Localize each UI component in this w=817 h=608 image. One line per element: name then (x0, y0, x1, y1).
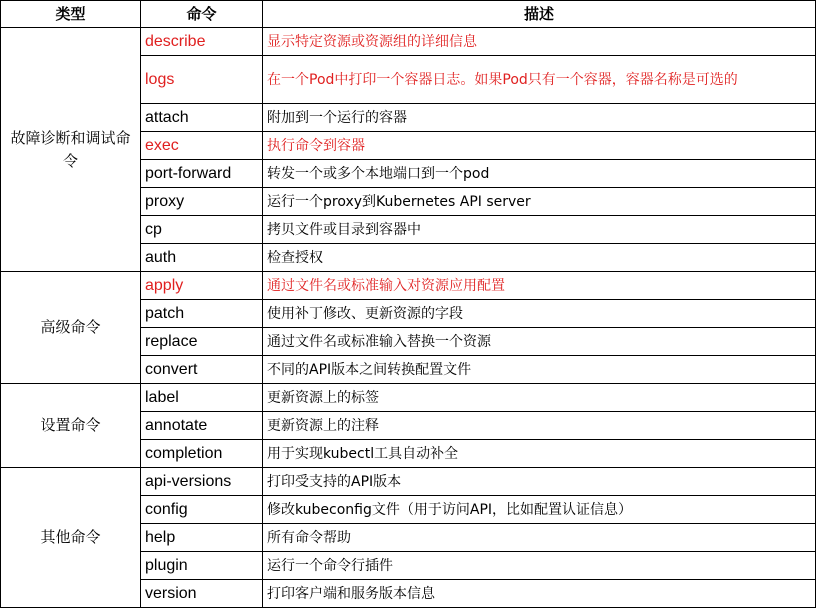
description-cell: 更新资源上的标签 (263, 384, 816, 412)
description-cell: 显示特定资源或资源组的详细信息 (263, 28, 816, 56)
table-body (1, 28, 816, 608)
description-cell: 用于实现kubectl工具自动补全 (263, 440, 816, 468)
header-command: 命令 (141, 1, 263, 28)
command-cell: help (141, 524, 263, 552)
type-cell: 故障诊断和调试命令 (1, 28, 141, 272)
command-cell: patch (141, 300, 263, 328)
command-cell: completion (141, 440, 263, 468)
description-cell: 执行命令到容器 (263, 132, 816, 160)
description-cell: 打印客户端和服务版本信息 (263, 580, 816, 608)
command-cell: cp (141, 216, 263, 244)
command-cell: proxy (141, 188, 263, 216)
type-cell: 其他命令 (1, 468, 141, 608)
command-cell: annotate (141, 412, 263, 440)
description-cell: 更新资源上的注释 (263, 412, 816, 440)
table-row (1, 272, 816, 300)
description-cell: 修改kubeconfig文件（用于访问API，比如配置认证信息） (263, 496, 816, 524)
command-cell: version (141, 580, 263, 608)
command-cell: replace (141, 328, 263, 356)
command-cell: exec (141, 132, 263, 160)
description-cell: 运行一个命令行插件 (263, 552, 816, 580)
command-cell: api-versions (141, 468, 263, 496)
command-cell: logs (141, 56, 263, 104)
description-cell: 运行一个proxy到Kubernetes API server (263, 188, 816, 216)
command-cell: describe (141, 28, 263, 56)
command-cell: auth (141, 244, 263, 272)
header-description: 描述 (263, 1, 816, 28)
description-cell: 通过文件名或标准输入替换一个资源 (263, 328, 816, 356)
description-cell: 打印受支持的API版本 (263, 468, 816, 496)
description-cell: 拷贝文件或目录到容器中 (263, 216, 816, 244)
type-cell: 高级命令 (1, 272, 141, 384)
type-cell: 设置命令 (1, 384, 141, 468)
description-cell: 转发一个或多个本地端口到一个pod (263, 160, 816, 188)
description-cell: 在一个Pod中打印一个容器日志。如果Pod只有一个容器，容器名称是可选的 (263, 56, 816, 104)
command-cell: apply (141, 272, 263, 300)
command-cell: plugin (141, 552, 263, 580)
description-cell: 不同的API版本之间转换配置文件 (263, 356, 816, 384)
description-cell: 使用补丁修改、更新资源的字段 (263, 300, 816, 328)
description-cell: 通过文件名或标准输入对资源应用配置 (263, 272, 816, 300)
command-cell: convert (141, 356, 263, 384)
description-cell: 附加到一个运行的容器 (263, 104, 816, 132)
table-row (1, 468, 816, 496)
command-cell: attach (141, 104, 263, 132)
table-row (1, 28, 816, 56)
table-row (1, 384, 816, 412)
header-type: 类型 (1, 1, 141, 28)
command-cell: config (141, 496, 263, 524)
description-cell: 检查授权 (263, 244, 816, 272)
header-row (1, 1, 816, 28)
description-cell: 所有命令帮助 (263, 524, 816, 552)
command-cell: label (141, 384, 263, 412)
command-cell: port-forward (141, 160, 263, 188)
